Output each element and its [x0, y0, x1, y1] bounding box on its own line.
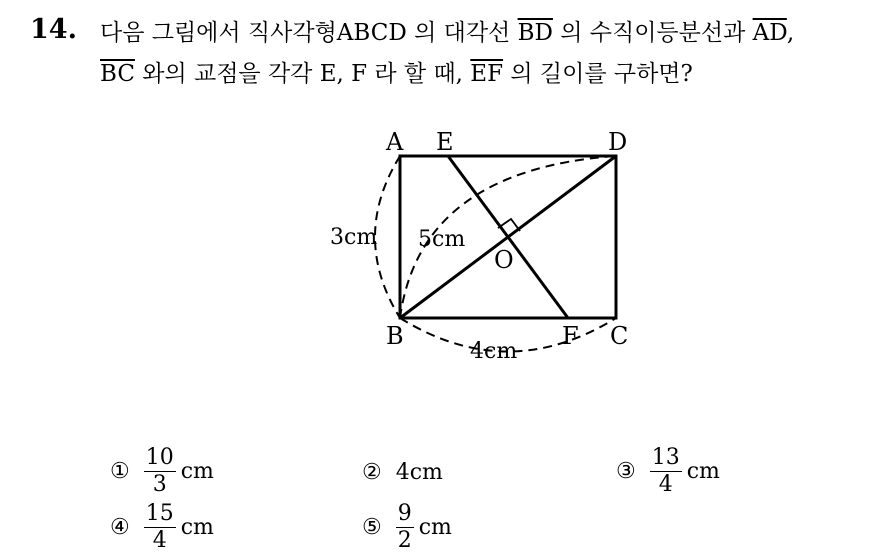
- question-number: 14.: [30, 14, 77, 45]
- choice-4-numerator: 15: [144, 502, 176, 528]
- choice-5-mark: ⑤: [362, 514, 382, 540]
- choice-3-denominator: 4: [658, 472, 673, 498]
- choice-4-mark: ④: [110, 514, 130, 540]
- label-e: E: [436, 128, 454, 156]
- segment-bd: $\overline{BD}$: [517, 20, 553, 46]
- label-d: D: [608, 128, 628, 156]
- choice-4-denominator: 4: [152, 528, 167, 554]
- choice-4-unit: cm: [180, 514, 214, 540]
- dim-bc: 4cm: [470, 339, 518, 364]
- question-text-part: ,: [786, 20, 795, 46]
- choice-5-denominator: 2: [397, 528, 412, 554]
- dim-ab: 3cm: [330, 225, 378, 250]
- choice-2-mark: ②: [362, 460, 382, 485]
- choice-5-numerator: 9: [396, 502, 414, 528]
- dim-bd: 5cm: [418, 227, 466, 252]
- choice-3-mark: ③: [616, 458, 636, 484]
- choice-4-fraction: [144, 502, 176, 552]
- choice-1-mark: ①: [110, 458, 130, 484]
- question-text-part: 의 수직이등분선과: [552, 20, 753, 46]
- choice-5[interactable]: [362, 502, 452, 552]
- choice-1[interactable]: [110, 446, 214, 496]
- segment-ad: $\overline{AD}$: [752, 20, 787, 46]
- choice-4[interactable]: [110, 502, 214, 552]
- choice-2-text: 4cm: [395, 460, 443, 485]
- choice-3[interactable]: [616, 446, 720, 496]
- question-text-part: 의 길이를 구하면?: [503, 61, 693, 87]
- label-a: A: [386, 128, 404, 156]
- question-text-part: 와의 교점을 각각 E, F 라 할 때,: [134, 61, 471, 87]
- bisector-ef: [448, 156, 568, 318]
- label-b: B: [386, 322, 404, 350]
- choice-1-denominator: 3: [152, 472, 167, 498]
- label-f: F: [562, 322, 579, 350]
- choice-3-fraction: [650, 446, 682, 496]
- choice-1-fraction: [144, 446, 176, 496]
- choice-2[interactable]: [362, 460, 443, 485]
- choice-3-numerator: 13: [650, 446, 682, 472]
- segment-bc: $\overline{BC}$: [100, 61, 135, 87]
- choice-1-unit: cm: [180, 458, 214, 484]
- choice-5-unit: cm: [418, 514, 452, 540]
- arc-ab: [375, 156, 400, 318]
- label-o: O: [494, 246, 514, 274]
- choice-3-unit: cm: [686, 458, 720, 484]
- segment-ef: $\overline{EF}$: [470, 61, 504, 87]
- label-c: C: [610, 322, 629, 350]
- choice-1-numerator: 10: [144, 446, 176, 472]
- question-text-part: 다음 그림에서 직사각형ABCD 의 대각선: [100, 20, 518, 46]
- choice-5-fraction: [396, 502, 414, 552]
